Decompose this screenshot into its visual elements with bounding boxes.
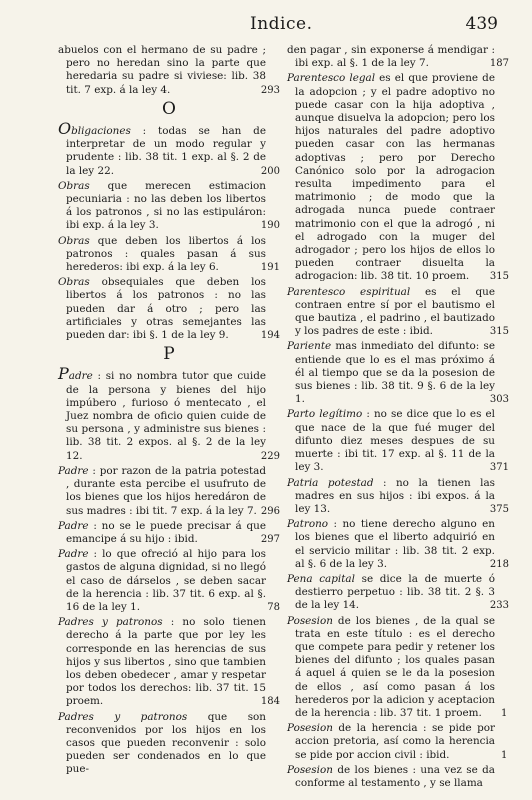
entry-text: : por razon de la patria potestad , durante esta percibe el usufruto de los bienes que los hijos heredáron de sus madres : ibi tit. 7 exp. á la ley 7. xyxy=(66,464,266,517)
entry-headword: Padres y patronos xyxy=(58,616,163,629)
entry-headword: Pena capital xyxy=(287,572,355,585)
index-entry xyxy=(287,518,509,571)
entry-text: es el que contraen entre sí por el bautismo el que bautiza , el padrino , el bautizado y los padres de este : ibid. xyxy=(295,285,495,338)
index-entry xyxy=(58,711,280,777)
entry-text: den pagar , sin exponerse á mendigar : ibi exp. al §. 1 de la ley 7. xyxy=(287,44,495,70)
section-o-entries xyxy=(58,119,280,342)
index-entry xyxy=(58,119,280,178)
entry-headword: Pariente xyxy=(287,340,332,353)
index-entry xyxy=(58,548,280,614)
entry-text: abuelos con el hermano de su padre ; pero no heredan sino la parte que heredaria su padre si viviese: lib. 38 tit. 7 exp. á la ley 4. xyxy=(58,44,266,96)
entry-initial: P xyxy=(58,364,69,384)
index-entry xyxy=(287,477,509,517)
page-number: 439 xyxy=(465,14,498,34)
entry-page-ref: 315 xyxy=(489,326,509,338)
section-p-entries xyxy=(58,364,280,776)
entry-text: de los bienes , de la qual se trata en este título : es el derecho que compete para pedir y retener los bienes del difunto ; los quales pasan á aquel á quien se le da la posesion de ellos , así como pasan á los herederos por la adicion y aceptacion de la herencia : lib. 37 tit. 1 proem. xyxy=(295,614,495,719)
page-title: Indice. xyxy=(250,14,313,34)
index-entry xyxy=(287,573,509,613)
entry-text: : no se le puede precisar á que emancipe á su hijo : ibid. xyxy=(66,519,266,545)
entry-headword: Obras xyxy=(58,276,90,289)
index-entry xyxy=(287,286,509,339)
entry-page-ref: 233 xyxy=(489,600,509,612)
entry-page-ref: 190 xyxy=(260,220,280,232)
entry-text: : si no nombra tutor que cuide de la persona y bienes del hijo impúbero , furioso ó mentecato , el Juez nombra de oficio quien cuide de su persona , y administre sus bienes : lib. 38 tit. 2 expos. al §. 2 de la ley 12. xyxy=(66,370,266,462)
entry-page-ref: 297 xyxy=(260,533,280,545)
entry-page-ref: 229 xyxy=(260,450,280,462)
entry-headword: Patrono xyxy=(287,518,329,531)
entry-page-ref: 200 xyxy=(260,165,280,177)
index-entry xyxy=(287,764,509,790)
entry-text: es el que proviene de la adopcion ; y el padre adoptivo no puede casar con la hija adoptiva , aunque disuelva la adopcion; pero los hijos naturales del padre adoptivo pueden casar con las hermanas adoptivas ; pero por Derecho Canónico solo por la adrogacion resulta impedimento para el matrimonio ; de modo que la adrogada nunca puede contraer matrimonio con el que la adrogó , ni el adrogado con la muger del adrogador ; pero los hijos de ellos lo pueden contraer disuelta la adrogacion: lib. 38 tit. 10 proem. xyxy=(295,72,495,283)
entry-headword: Posesion xyxy=(287,614,333,627)
entry-headword: Padres y patronos xyxy=(58,710,188,723)
entry-headword: Padre xyxy=(58,519,89,532)
entry-text: de los bienes : una vez se da conforme al testamento , y se llama xyxy=(295,763,495,789)
entry-page-ref: 191 xyxy=(260,262,280,274)
entry-text: obsequiales que deben los libertos á los patronos : no las pueden dar á otro ; pero las artificiales y otras semejantes las pueden dar: ibi §. 1 de la ley 9. xyxy=(66,276,266,342)
entry-headword: Padre xyxy=(58,548,89,561)
entry-text: : no la tienen las madres en sus hijos : ibi expos. á la ley 13. xyxy=(295,476,495,515)
entry-headword: Parto legítimo xyxy=(287,408,363,421)
index-entry xyxy=(58,520,280,546)
entry-headword: Parentesco legal xyxy=(287,72,376,85)
entry-page-ref: 218 xyxy=(489,558,509,570)
entry-page-ref: 184 xyxy=(260,696,280,708)
entry-page-ref: 187 xyxy=(489,58,509,70)
entry-text: que merecen estimacion pecuniaria : no las deben los libertos á los patronos , si no las estipuláron: ibi exp. á la ley 3. xyxy=(66,179,266,232)
entry-text: que deben los libertos á los patronos : quales pasan á sus herederos: ibi exp. á la ley 6. xyxy=(66,234,266,274)
index-entry xyxy=(287,72,509,283)
entry-page-ref: 194 xyxy=(260,330,280,342)
entry-headword: Parentesco espiritual xyxy=(287,285,411,298)
entry-headword: Padre xyxy=(58,464,89,477)
entry-headword: Posesion xyxy=(287,763,333,776)
entry-text: : no se dice que lo es el que nace de la que fué muger del difunto diez meses despues de su muerte : ibi tit. 17 exp. al §. 11 de la ley 3. xyxy=(295,408,495,474)
entry-page-ref: 375 xyxy=(489,503,509,515)
entry-text: se dice la de muerte ó destierro perpetuo : lib. 38 tit. 2 §. 3 de la ley 14. xyxy=(295,572,496,612)
entry-page-ref: 293 xyxy=(260,84,280,96)
section-heading-p: P xyxy=(163,344,175,365)
entry-text: de la herencia : se pide por accion pretoria, así como la herencia se pide por accion civil : ibid. xyxy=(295,722,495,761)
index-entry xyxy=(287,408,509,474)
right-column xyxy=(287,44,509,792)
entry-headword: Obras xyxy=(58,179,90,192)
index-entry xyxy=(58,616,280,708)
entry-page-ref: 371 xyxy=(489,462,509,474)
section-heading-o: O xyxy=(162,98,176,119)
index-entry-continuation xyxy=(58,44,280,97)
index-entry: Posesion de los bienes , de la qual se trata en este título : es el derecho que compete para pedir y retener los bienes del difunto ; los quales pasan á aquel á quien se le da la posesion de ellos , así como pasan á los herederos por la adicion y aceptacion de la herencia : lib. 37 tit. 1 proem. 1 xyxy=(287,614,508,719)
entry-headword: Patria potestad xyxy=(287,476,374,489)
entry-text: mas inmediato del difunto: se entiende que lo es el mas próximo á él al tiempo que se da la posesion de sus bienes : lib. 38 tit. 9 §. 6 de la ley 1. xyxy=(295,340,495,406)
entry-page-ref: 315 xyxy=(489,271,509,283)
entry-page-ref: 303 xyxy=(489,394,509,406)
entry-headword: Obras xyxy=(58,234,90,247)
running-head xyxy=(0,14,532,38)
index-entry-continuation xyxy=(287,44,509,70)
entry-text: : lo que ofreció al hijo para los gastos de alguna dignidad, si no llegó el caso de dárselos , se deben sacar de la herencia : lib. 37 tit. 6 exp. al §. 16 de la ley 1. xyxy=(66,548,266,613)
index-entry xyxy=(58,276,280,342)
index-entry xyxy=(58,235,280,275)
entry-headword: Posesion xyxy=(287,722,333,735)
left-column xyxy=(58,44,280,779)
index-entry xyxy=(58,465,280,518)
index-entry xyxy=(287,340,509,406)
right-column-entries xyxy=(287,72,509,790)
entry-text: : todas se han de interpretar de un modo regular y prudente : lib. 38 tit. 1 exp. al §. 2 de la ley 22. xyxy=(66,125,266,177)
index-entry xyxy=(58,180,280,233)
entry-page-ref: 296 xyxy=(260,505,280,517)
entry-headword: bligaciones xyxy=(71,125,131,138)
index-entry: Posesion de la herencia : se pide por accion pretoria, así como la herencia se pide por accion civil : ibid. 1 xyxy=(287,722,508,761)
entry-page-ref: 78 xyxy=(267,601,280,613)
index-entry xyxy=(58,364,280,462)
entry-text: : no tiene derecho alguno en los bienes que el liberto adquirió en el servicio militar : lib. 38 tit. 2 exp. al §. 6 de la ley 3. xyxy=(295,518,495,570)
entry-text: : no solo tienen derecho á la parte que por ley les corresponde en las herencias de sus hijos y sus libertos , sino que tambien los deben obedecer , amar y respetar por todos los derechos: lib. 37 tit. 15 proem. xyxy=(66,616,266,708)
entry-headword: adre xyxy=(68,370,93,383)
entry-text: que son reconvenidos por los hijos en los casos que pueden reconvenir : solo pueden ser condenados en lo que pue- xyxy=(66,710,266,776)
entry-initial: O xyxy=(58,119,72,139)
